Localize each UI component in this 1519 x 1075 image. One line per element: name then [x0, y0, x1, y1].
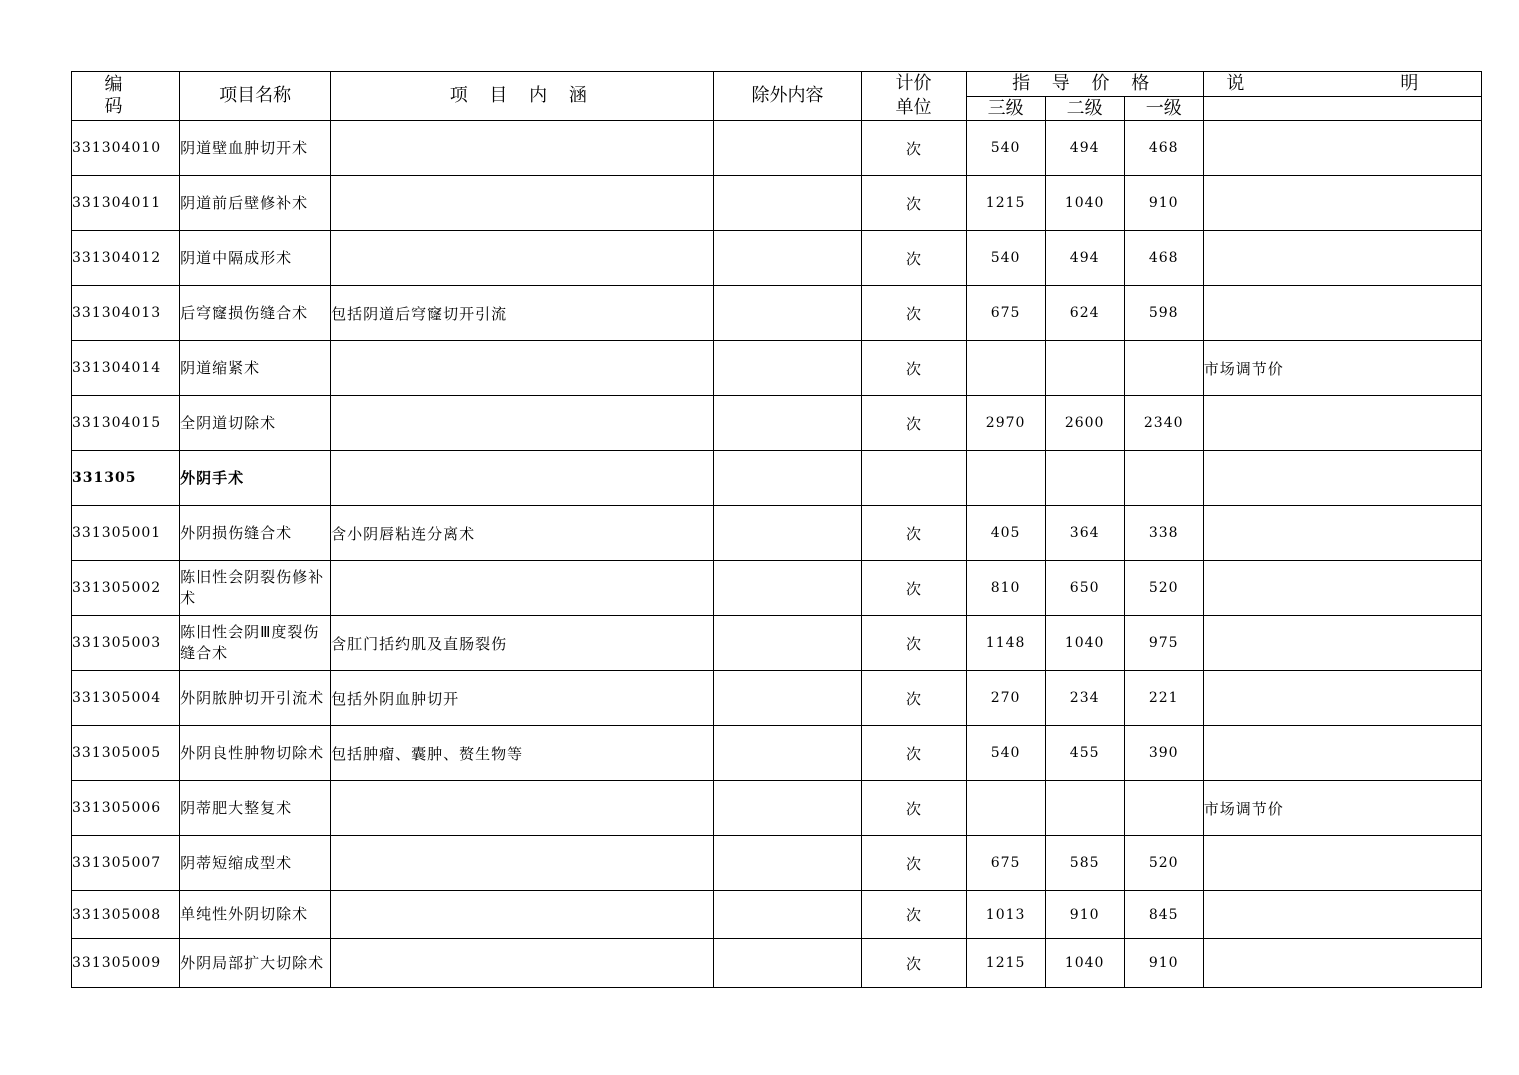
- header-unit: 计价 单位: [861, 72, 966, 121]
- cell-price-level-2: [1045, 451, 1124, 506]
- cell-price-level-1: [1124, 451, 1203, 506]
- cell-unit: 次: [861, 781, 966, 836]
- cell-code: 331305003: [72, 616, 180, 671]
- cell-code: 331304015: [72, 396, 180, 451]
- cell-note: [1203, 396, 1481, 451]
- cell-code: 331305005: [72, 726, 180, 781]
- cell-code: 331304012: [72, 231, 180, 286]
- cell-note: [1203, 451, 1481, 506]
- cell-price-level-1: 2340: [1124, 396, 1203, 451]
- cell-exclude: [714, 836, 861, 891]
- cell-content: [331, 396, 714, 451]
- cell-price-level-3: [966, 781, 1045, 836]
- cell-unit: 次: [861, 231, 966, 286]
- cell-exclude: [714, 451, 861, 506]
- cell-price-level-3: 1215: [966, 939, 1045, 988]
- cell-content: 包括肿瘤、囊肿、赘生物等: [331, 726, 714, 781]
- cell-exclude: [714, 231, 861, 286]
- header-price-level-2: 二级: [1045, 97, 1124, 121]
- cell-content: [331, 341, 714, 396]
- cell-price-level-3: [966, 451, 1045, 506]
- cell-name: 阴道中隔成形术: [180, 231, 331, 286]
- cell-unit: 次: [861, 726, 966, 781]
- header-name: 项目名称: [180, 72, 331, 121]
- cell-name: 阴蒂短缩成型术: [180, 836, 331, 891]
- cell-code: 331305006: [72, 781, 180, 836]
- cell-unit: 次: [861, 396, 966, 451]
- cell-price-level-2: 585: [1045, 836, 1124, 891]
- cell-note: [1203, 561, 1481, 616]
- cell-note: [1203, 726, 1481, 781]
- cell-price-level-1: 845: [1124, 891, 1203, 939]
- cell-exclude: [714, 341, 861, 396]
- cell-price-level-3: 540: [966, 231, 1045, 286]
- cell-price-level-3: 540: [966, 121, 1045, 176]
- cell-unit: 次: [861, 671, 966, 726]
- table-row: [72, 781, 1482, 836]
- cell-price-level-2: [1045, 781, 1124, 836]
- cell-price-level-2: 234: [1045, 671, 1124, 726]
- cell-price-level-2: 1040: [1045, 616, 1124, 671]
- cell-unit: 次: [861, 176, 966, 231]
- table-header: [72, 72, 1482, 121]
- cell-note: [1203, 176, 1481, 231]
- cell-price-level-1: 520: [1124, 561, 1203, 616]
- cell-exclude: [714, 506, 861, 561]
- cell-price-level-3: 270: [966, 671, 1045, 726]
- cell-name: 陈旧性会阴裂伤修补术: [180, 561, 331, 616]
- header-exclude: 除外内容: [714, 72, 861, 121]
- cell-name: 阴道缩紧术: [180, 341, 331, 396]
- table-row: [72, 939, 1482, 988]
- cell-price-level-2: [1045, 341, 1124, 396]
- cell-exclude: [714, 891, 861, 939]
- cell-code: 331305009: [72, 939, 180, 988]
- cell-price-level-3: 810: [966, 561, 1045, 616]
- cell-exclude: [714, 671, 861, 726]
- cell-unit: 次: [861, 506, 966, 561]
- cell-name: 阴道前后壁修补术: [180, 176, 331, 231]
- cell-name: 阴道壁血肿切开术: [180, 121, 331, 176]
- table-row: [72, 561, 1482, 616]
- header-code: 编 码: [72, 72, 180, 121]
- table-row: [72, 671, 1482, 726]
- cell-price-level-3: 2970: [966, 396, 1045, 451]
- cell-exclude: [714, 561, 861, 616]
- table-row: [72, 616, 1482, 671]
- cell-price-level-1: 975: [1124, 616, 1203, 671]
- cell-price-level-1: [1124, 781, 1203, 836]
- cell-note: [1203, 616, 1481, 671]
- cell-unit: 次: [861, 616, 966, 671]
- cell-name: 外阴脓肿切开引流术: [180, 671, 331, 726]
- cell-code: 331305007: [72, 836, 180, 891]
- cell-code: 331305001: [72, 506, 180, 561]
- header-note-blank: [1203, 97, 1481, 121]
- table-row: [72, 836, 1482, 891]
- header-content: 项 目 内 涵: [331, 72, 714, 121]
- cell-price-level-2: 494: [1045, 121, 1124, 176]
- cell-name: 后穹窿损伤缝合术: [180, 286, 331, 341]
- cell-unit: 次: [861, 286, 966, 341]
- cell-price-level-2: 1040: [1045, 176, 1124, 231]
- cell-unit: 次: [861, 891, 966, 939]
- cell-price-level-1: 598: [1124, 286, 1203, 341]
- cell-price-level-2: 2600: [1045, 396, 1124, 451]
- cell-price-level-2: 455: [1045, 726, 1124, 781]
- table-row: [72, 891, 1482, 939]
- cell-content: [331, 561, 714, 616]
- cell-content: 含小阴唇粘连分离术: [331, 506, 714, 561]
- table-row: [72, 396, 1482, 451]
- cell-code: 331304014: [72, 341, 180, 396]
- cell-price-level-3: 675: [966, 286, 1045, 341]
- cell-unit: 次: [861, 341, 966, 396]
- cell-content: [331, 176, 714, 231]
- cell-price-level-1: 221: [1124, 671, 1203, 726]
- cell-exclude: [714, 396, 861, 451]
- cell-price-level-3: 675: [966, 836, 1045, 891]
- cell-name: 外阴损伤缝合术: [180, 506, 331, 561]
- cell-price-level-3: 1148: [966, 616, 1045, 671]
- cell-content: 含肛门括约肌及直肠裂伤: [331, 616, 714, 671]
- cell-name: 外阴手术: [180, 451, 331, 506]
- cell-price-level-1: 468: [1124, 231, 1203, 286]
- cell-name: 单纯性外阴切除术: [180, 891, 331, 939]
- header-price-level-1: 一级: [1124, 97, 1203, 121]
- cell-note: [1203, 286, 1481, 341]
- table-row: [72, 341, 1482, 396]
- cell-note: [1203, 671, 1481, 726]
- cell-price-level-2: 1040: [1045, 939, 1124, 988]
- cell-note: [1203, 939, 1481, 988]
- cell-content: [331, 939, 714, 988]
- cell-price-level-1: 910: [1124, 176, 1203, 231]
- cell-price-level-1: 910: [1124, 939, 1203, 988]
- cell-code: 331305002: [72, 561, 180, 616]
- cell-price-level-3: 540: [966, 726, 1045, 781]
- cell-exclude: [714, 176, 861, 231]
- table-body: [72, 121, 1482, 988]
- cell-name: 外阴良性肿物切除术: [180, 726, 331, 781]
- cell-note: 市场调节价: [1203, 781, 1481, 836]
- price-table: [71, 71, 1482, 988]
- table-row: [72, 176, 1482, 231]
- cell-note: [1203, 836, 1481, 891]
- cell-code: 331305: [72, 451, 180, 506]
- table-row: [72, 726, 1482, 781]
- cell-price-level-2: 910: [1045, 891, 1124, 939]
- cell-price-level-1: 390: [1124, 726, 1203, 781]
- cell-content: [331, 781, 714, 836]
- cell-name: 陈旧性会阴Ⅲ度裂伤缝合术: [180, 616, 331, 671]
- cell-name: 阴蒂肥大整复术: [180, 781, 331, 836]
- cell-price-level-3: 1013: [966, 891, 1045, 939]
- cell-price-level-2: 364: [1045, 506, 1124, 561]
- cell-code: 331304010: [72, 121, 180, 176]
- cell-exclude: [714, 781, 861, 836]
- cell-note: [1203, 506, 1481, 561]
- cell-price-level-1: 520: [1124, 836, 1203, 891]
- header-note: 说 明: [1203, 72, 1481, 97]
- cell-exclude: [714, 726, 861, 781]
- cell-code: 331304013: [72, 286, 180, 341]
- cell-content: [331, 836, 714, 891]
- cell-name: 全阴道切除术: [180, 396, 331, 451]
- cell-note: [1203, 891, 1481, 939]
- cell-content: 包括外阴血肿切开: [331, 671, 714, 726]
- cell-code: 331304011: [72, 176, 180, 231]
- cell-price-level-3: 405: [966, 506, 1045, 561]
- table-row: [72, 286, 1482, 341]
- cell-name: 外阴局部扩大切除术: [180, 939, 331, 988]
- cell-code: 331305004: [72, 671, 180, 726]
- cell-unit: 次: [861, 561, 966, 616]
- cell-unit: [861, 451, 966, 506]
- cell-content: [331, 231, 714, 286]
- cell-code: 331305008: [72, 891, 180, 939]
- table-row: [72, 121, 1482, 176]
- cell-unit: 次: [861, 836, 966, 891]
- table-row: [72, 451, 1482, 506]
- cell-exclude: [714, 286, 861, 341]
- cell-price-level-3: 1215: [966, 176, 1045, 231]
- cell-content: [331, 451, 714, 506]
- cell-note: 市场调节价: [1203, 341, 1481, 396]
- cell-exclude: [714, 616, 861, 671]
- cell-price-level-1: 338: [1124, 506, 1203, 561]
- cell-content: 包括阴道后穹窿切开引流: [331, 286, 714, 341]
- cell-exclude: [714, 939, 861, 988]
- cell-content: [331, 891, 714, 939]
- cell-price-level-2: 624: [1045, 286, 1124, 341]
- table-row: [72, 506, 1482, 561]
- table-row: [72, 231, 1482, 286]
- cell-unit: 次: [861, 939, 966, 988]
- cell-content: [331, 121, 714, 176]
- cell-note: [1203, 231, 1481, 286]
- cell-price-level-1: 468: [1124, 121, 1203, 176]
- cell-note: [1203, 121, 1481, 176]
- cell-exclude: [714, 121, 861, 176]
- cell-price-level-3: [966, 341, 1045, 396]
- header-price-group: 指 导 价 格: [966, 72, 1203, 97]
- cell-price-level-1: [1124, 341, 1203, 396]
- header-price-level-3: 三级: [966, 97, 1045, 121]
- cell-price-level-2: 650: [1045, 561, 1124, 616]
- cell-price-level-2: 494: [1045, 231, 1124, 286]
- cell-unit: 次: [861, 121, 966, 176]
